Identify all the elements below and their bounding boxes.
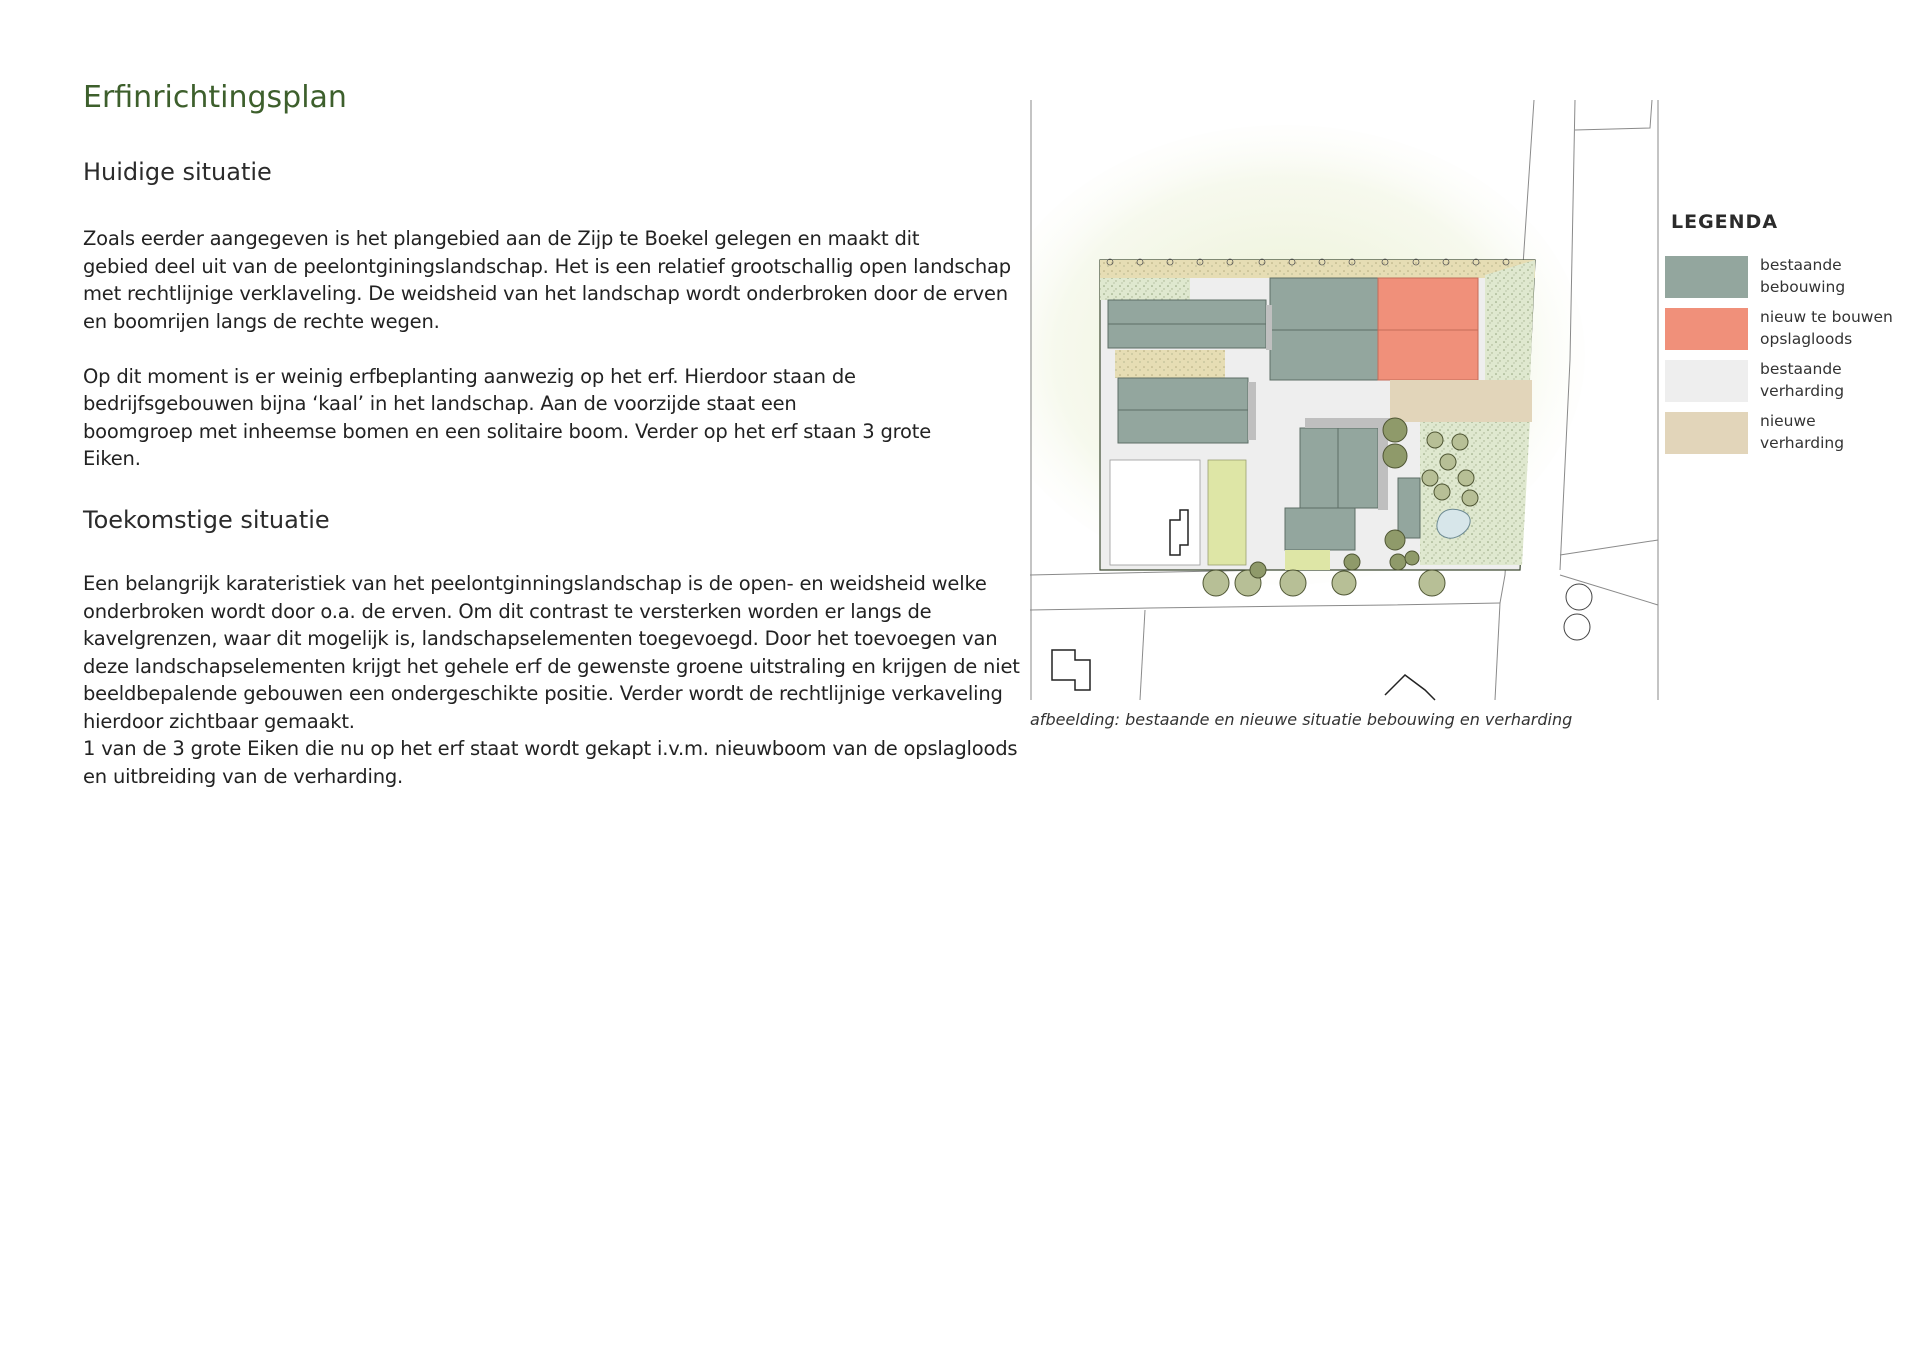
legend-swatch (1665, 412, 1748, 454)
legend-label-line: nieuw te bouwen (1760, 308, 1893, 326)
legend-label (1760, 306, 1900, 350)
legend-swatch (1665, 360, 1748, 402)
legend-label-line: bestaande (1760, 256, 1842, 274)
text-line: beeldbepalende gebouwen een ondergeschikte positie. Verder wordt de rechtlijnige verkaveling (83, 682, 1003, 705)
text-line: Eiken. (83, 447, 141, 470)
site-plan-drawing (1030, 100, 1660, 705)
legend-label-line: bestaande (1760, 360, 1842, 378)
text-line: en uitbreiding van de verharding. (83, 764, 404, 788)
legend-label (1760, 358, 1900, 402)
text-line: en boomrijen langs de rechte wegen. (83, 309, 440, 333)
paragraph-gap (83, 335, 1003, 363)
green-strip (1100, 278, 1190, 300)
new-storage-building (1378, 278, 1478, 380)
text-line: deze landschapselementen krijgt het gehele erf de gewenste groene uitstraling en krijgen de niet (83, 654, 1020, 678)
text-line: kavelgrenzen, waar dit mogelijk is, landschapselementen toegevoegd. Door het toevoegen van (83, 627, 998, 650)
neighbour-house-outline (1385, 675, 1435, 700)
legend-title: LEGENDA (1671, 211, 1779, 233)
text-line: 1 van de 3 grote Eiken die nu op het erf staat wordt gekapt i.v.m. nieuwboom van de opslagloods (83, 737, 1018, 760)
legend-label-line: bebouwing (1760, 278, 1846, 296)
text-line: bedrijfsgebouwen bijna ‘kaal’ in het landschap. Aan de voorzijde staat een (83, 392, 797, 415)
legend-label-line: verharding (1760, 434, 1845, 452)
text-line: gebied deel uit van de peelontginingslandschap. Het is een relatief grootschallig open landschap (83, 254, 1011, 278)
hedgerow-top (1100, 260, 1535, 278)
text-line: Een belangrijk karateristiek van het peelontginningslandschap is de open- en weidsheid welke (83, 572, 987, 595)
legend-swatch (1665, 308, 1748, 350)
green-corner (1485, 260, 1535, 380)
lawn-patch (1285, 550, 1330, 570)
legend-label-line: verharding (1760, 382, 1845, 400)
sand-strip (1115, 350, 1225, 378)
legend-label (1760, 254, 1900, 298)
lawn-strip (1208, 460, 1246, 565)
future-situation-text (83, 570, 1020, 790)
text-line: Op dit moment is er weinig erfbeplanting aanwezig op het erf. Hierdoor staan de (83, 364, 856, 388)
text-line: hierdoor zichtbaar gemaakt. (83, 709, 355, 733)
heading-current-situation: Huidige situatie (83, 158, 272, 186)
text-line: Zoals eerder aangegeven is het plangebied aan de Zijp te Boekel gelegen en maakt dit (83, 227, 920, 250)
legend-label-line: nieuwe (1760, 412, 1816, 430)
text-line: boomgroep met inheemse bomen en een solitaire boom. Verder op het erf staan 3 grote (83, 419, 932, 443)
legend-label (1760, 410, 1900, 454)
current-situation-text (83, 225, 1011, 473)
page-title: Erfinrichtingsplan (83, 80, 347, 115)
heading-future-situation: Toekomstige situatie (83, 506, 330, 534)
neighbour-house-outline (1052, 650, 1090, 690)
text-line: met rechtlijnige verklaveling. De weidsheid van het landschap wordt onderbroken door de erven (83, 282, 1008, 305)
new-paving (1390, 380, 1532, 422)
text-line: onderbroken wordt door o.a. de erven. Om dit contrast te versterken worden er langs de (83, 599, 932, 623)
legend-label-line: opslagloods (1760, 330, 1853, 348)
legend-swatch (1665, 256, 1748, 298)
solitary-trees (1564, 584, 1592, 640)
figure-caption: afbeelding: bestaande en nieuwe situatie bebouwing en verharding (1030, 710, 1573, 729)
